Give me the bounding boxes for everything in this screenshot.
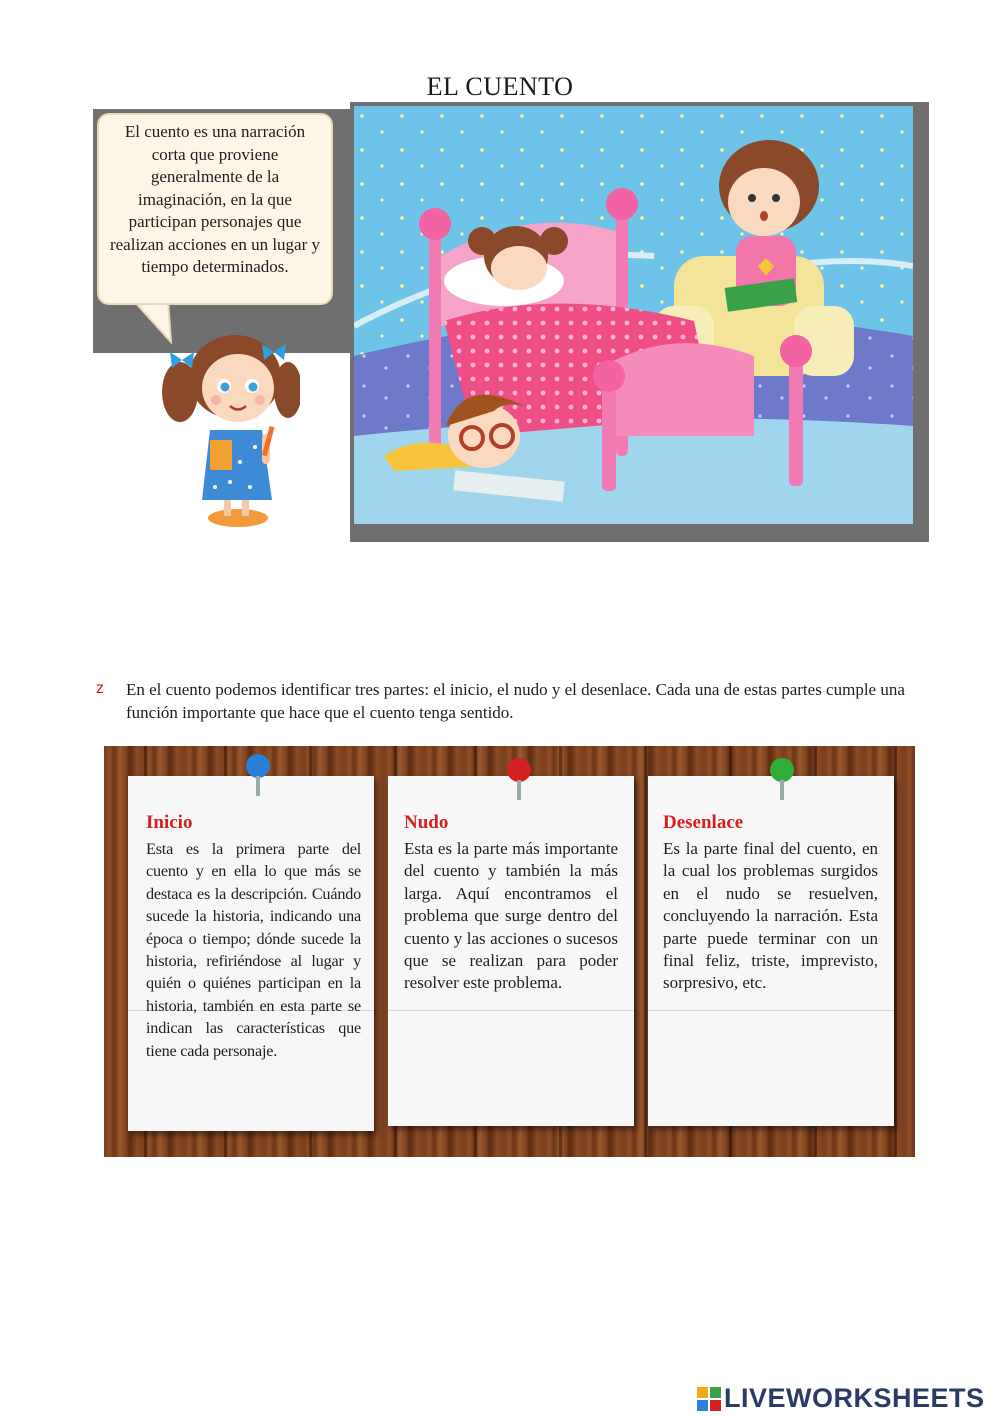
pushpin-icon bbox=[503, 756, 537, 804]
note-title-inicio: Inicio bbox=[146, 812, 193, 833]
definition-bubble: El cuento es una narración corta que proviene generalmente de la imaginación, en la que participan personajes que realizan acciones en un lugar y tiempo determinados. bbox=[97, 113, 333, 305]
pushpin-icon bbox=[766, 756, 800, 804]
pin-head bbox=[507, 758, 531, 782]
liveworksheets-logo bbox=[697, 1383, 985, 1414]
girl-illustration bbox=[150, 322, 300, 532]
bullet-marker: z bbox=[96, 680, 104, 697]
note-body-inicio: Esta es la primera parte del cuento y en ella lo que más se destaca es la descripción. Cuándo sucede la historia, indicando una época o tiempo; dónde sucede la historia, refiriéndose al lugar y quién o quiénes participan en la historia, también en esta parte se indican las características que tiene cada personaje. bbox=[146, 840, 361, 1060]
note-body-desenlace: Es la parte final del cuento, en la cual los problemas surgidos en el nudo se resuelven, concluyendo la narración. Esta parte puede terminar con un final feliz, triste, imprevisto, sorpresivo, etc. bbox=[663, 839, 878, 993]
pin-head bbox=[246, 754, 270, 778]
logo-mark-icon bbox=[697, 1387, 721, 1411]
note-title-desenlace: Desenlace bbox=[663, 812, 744, 833]
intro-paragraph: En el cuento podemos identificar tres partes: el inicio, el nudo y el desenlace. Cada una de estas partes cumple una función importante que hace que el cuento tenga sentido. bbox=[126, 680, 905, 722]
logo-text: LIVEWORKSHEETS bbox=[724, 1383, 985, 1413]
note-title-nudo: Nudo bbox=[404, 812, 449, 833]
note-body-nudo: Esta es la parte más importante del cuento y también la más larga. Aquí encontramos el problema que surge dentro del cuento y las acciones o sucesos que se realizan para poder resolver este problema. bbox=[404, 839, 618, 993]
bedroom-scene-illustration bbox=[354, 106, 913, 524]
pin-head bbox=[770, 758, 794, 782]
pushpin-icon bbox=[242, 752, 276, 800]
page-title: EL CUENTO bbox=[426, 72, 574, 101]
